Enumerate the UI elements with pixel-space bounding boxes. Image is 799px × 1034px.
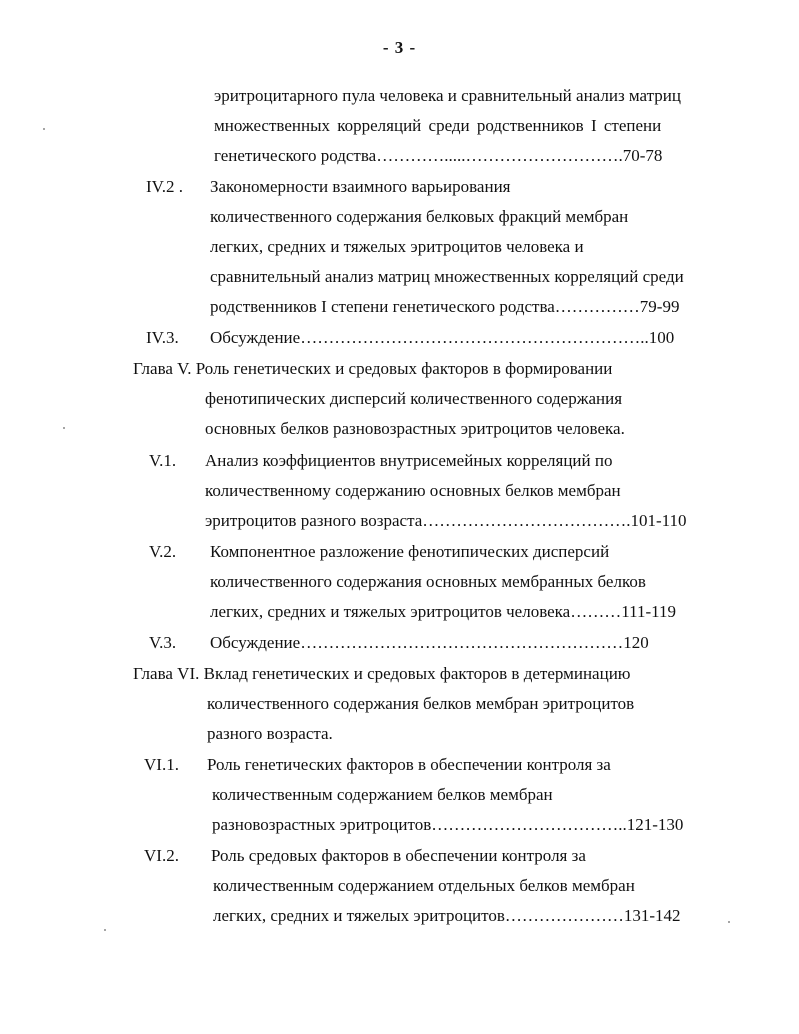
scan-speck — [63, 427, 65, 429]
toc-chapter-6-line-2: количественного содержания белков мембран эритроцитов — [207, 694, 635, 713]
toc-vi2-number: VI.2. — [144, 846, 179, 865]
toc-vi1-number: VI.1. — [144, 755, 179, 774]
toc-chapter-5-line-2: фенотипических дисперсий количественного содержания — [205, 389, 623, 408]
toc-v3-line-1: Обсуждение…………………………………………………120 — [210, 633, 649, 652]
scan-speck — [43, 128, 45, 130]
toc-iv2-line-5: родственников I степени генетического родства……………79-99 — [210, 297, 680, 316]
toc-vi2-line-2: количественным содержанием отдельных белков мембран — [213, 876, 635, 895]
toc-vi1-line-2: количественным содержанием белков мембран — [212, 785, 553, 804]
toc-v1-line-1: Анализ коэффициентов внутрисемейных корреляций по — [205, 451, 613, 470]
toc-iv2-line-4: сравнительный анализ матриц множественных корреляций среди — [210, 267, 684, 286]
toc-chapter-6-line-3: разного возраста. — [207, 724, 333, 743]
toc-iv1-line-3: генетического родства………….....……………………….70-78 — [214, 146, 663, 165]
toc-iv1-line-1: эритроцитарного пула человека и сравнительный анализ матриц — [214, 86, 681, 105]
toc-v2-number: V.2. — [149, 542, 177, 561]
toc-vi2-line-3: легких, средних и тяжелых эритроцитов…………………131-142 — [213, 906, 681, 925]
scan-speck — [728, 921, 730, 923]
toc-chapter-5-line-3: основных белков разновозрастных эритроцитов человека. — [205, 419, 625, 438]
toc-vi2-line-1: Роль средовых факторов в обеспечении контроля за — [211, 846, 586, 865]
scan-speck — [104, 929, 106, 931]
toc-vi1-line-1: Роль генетических факторов в обеспечении контроля за — [207, 755, 611, 774]
toc-vi1-line-3: разновозрастных эритроцитов……………………………..121-130 — [212, 815, 684, 834]
toc-v1-line-2: количественному содержанию основных белков мембран — [205, 481, 621, 500]
toc-chapter-5-line-1: Глава V. Роль генетических и средовых факторов в формировании — [133, 359, 613, 378]
toc-iv3-line-1: Обсуждение……………………………………………………..100 — [210, 328, 675, 347]
toc-v2-line-2: количественного содержания основных мембранных белков — [210, 572, 646, 591]
toc-chapter-6-line-1: Глава VI. Вклад генетических и средовых факторов в детерминацию — [133, 664, 631, 683]
toc-iv2-number: IV.2 . — [146, 177, 183, 196]
toc-v2-line-1: Компонентное разложение фенотипических дисперсий — [210, 542, 610, 561]
toc-iv3-number: IV.3. — [146, 328, 179, 347]
toc-iv2-line-2: количественного содержания белковых фракций мембран — [210, 207, 629, 226]
toc-v1-line-3: эритроцитов разного возраста……………………………….101-110 — [205, 511, 687, 530]
toc-iv2-line-1: Закономерности взаимного варьирования — [210, 177, 511, 196]
toc-v2-line-3: легких, средних и тяжелых эритроцитов человека………111-119 — [210, 602, 676, 621]
toc-iv1-line-2: множественных корреляций среди родственников I степени — [214, 116, 662, 135]
toc-iv2-line-3: легких, средних и тяжелых эритроцитов человека и — [210, 237, 584, 256]
toc-v3-number: V.3. — [149, 633, 177, 652]
page-number: - 3 - — [382, 38, 417, 57]
toc-v1-number: V.1. — [149, 451, 177, 470]
